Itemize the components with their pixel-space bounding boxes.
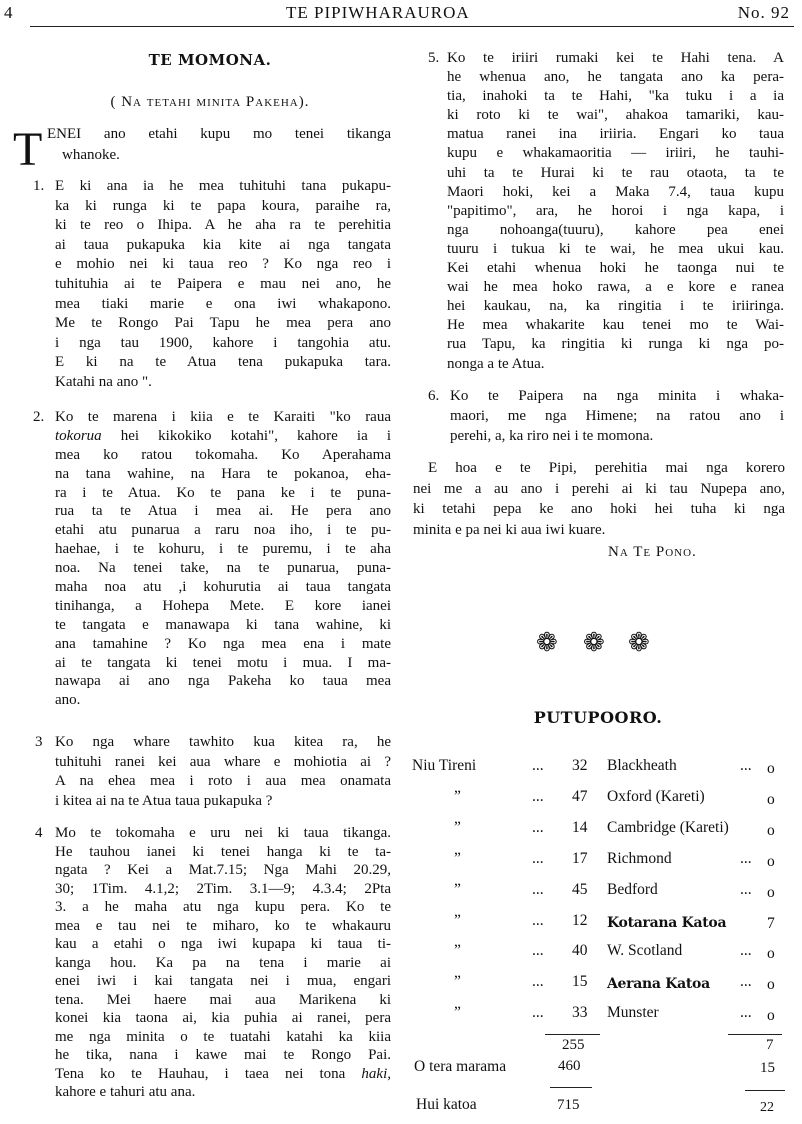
text-line: mea tiaki marie e ona iwi whakapono. bbox=[55, 295, 391, 312]
leader-dots: ... bbox=[532, 1004, 544, 1022]
leader-dots: ... bbox=[532, 911, 544, 929]
issue-number: No. 92 bbox=[737, 3, 790, 22]
item-number: 4 bbox=[35, 825, 43, 841]
numbered-paragraph bbox=[450, 386, 784, 446]
text-line: matua ranei ina iriiria. Engari ko taua bbox=[447, 126, 784, 143]
italic-word: tokorua bbox=[55, 427, 102, 444]
result-row bbox=[412, 1003, 784, 1025]
signature: Na Te Pono. bbox=[608, 544, 697, 560]
score-left: 47 bbox=[572, 787, 588, 805]
page-number: 4 bbox=[4, 3, 14, 22]
text-line: ka ki runga ki te papa koura, paraihe ra, bbox=[55, 197, 391, 214]
text-line: noa. Na tenei take, na te punarua, puna- bbox=[55, 560, 391, 577]
text-line: i nga tau 1900, kahore i tangohia atu. bbox=[55, 334, 391, 351]
numbered-paragraph bbox=[55, 177, 391, 393]
score-left: 17 bbox=[572, 849, 588, 867]
text-line: E ki na te Atua tena pukapuka tara. bbox=[55, 354, 391, 371]
score-right: o bbox=[767, 1007, 775, 1025]
text-line: Kei etahi whenua hoki he taonga nui te bbox=[447, 260, 784, 277]
score-left: 32 bbox=[572, 757, 588, 774]
score-left: 45 bbox=[572, 880, 588, 898]
score-left: 14 bbox=[572, 818, 588, 836]
item-number: 6. bbox=[428, 388, 440, 404]
previous-right: 15 bbox=[760, 1060, 775, 1076]
leader-dots: ... bbox=[532, 818, 544, 836]
opponent-label: Kotarana Katoa bbox=[607, 914, 727, 931]
team-label: Niu Tireni bbox=[412, 757, 477, 774]
text-line: "papitimo", ara, he horoi i nga kapa, i bbox=[447, 202, 784, 219]
text-line: 3. a he maha atu nga kupu pera. Ko te bbox=[55, 899, 391, 915]
intro-line: ENEI ano etahi kupu mo tenei tikanga bbox=[47, 126, 391, 142]
text-line bbox=[55, 427, 391, 446]
leader-dots: ... bbox=[532, 973, 544, 991]
ditto-mark: ” bbox=[454, 787, 461, 805]
subtotal-left: 255 bbox=[562, 1037, 585, 1053]
text-line: kupu e whakamaoritia — iriiri, he tauhi- bbox=[447, 145, 784, 162]
result-row bbox=[412, 972, 784, 994]
item-number: 2. bbox=[33, 409, 45, 425]
text-line: Me te Rongo Pai Tapu he mea pera ano bbox=[55, 315, 391, 332]
leader-dots: ... bbox=[532, 757, 544, 774]
text-line: hei kaukau, na, ka ringitia i te iriiringa. bbox=[447, 298, 784, 315]
text-line: 30; 1Tim. 4.1,2; 2Tim. 3.1—9; 4.3.4; 2Pta bbox=[55, 880, 391, 897]
text-line: kau a etahi o nga iwi kupapa ki taua ti- bbox=[55, 936, 391, 952]
numbered-paragraph bbox=[55, 824, 391, 1102]
text-line: e mohio nei ki taua reo ? Ko nga reo i bbox=[55, 256, 391, 273]
numbered-paragraph bbox=[447, 49, 784, 374]
ditto-mark: ” bbox=[454, 911, 461, 929]
text-line: Ko nga whare tawhito kua kitea ra, he bbox=[55, 734, 391, 750]
result-row bbox=[412, 756, 784, 778]
article-byline: ( Na tetahi minita Pakeha). bbox=[110, 94, 310, 110]
item-number: 5. bbox=[428, 50, 440, 66]
text-line: ano. bbox=[55, 692, 81, 709]
ditto-mark: ” bbox=[454, 942, 461, 960]
text-segment: hei kikokiko kotahi", kahore ia i bbox=[101, 427, 391, 444]
text-line: Ko te iriiri rumaki kei te Hahi tena. A bbox=[447, 50, 784, 66]
text-line: Ko te Paipera na nga minita i whaka- bbox=[450, 388, 784, 404]
text-line: A na ehea mea i roto i aua mea onamata bbox=[55, 773, 391, 789]
leader-dots: ... bbox=[532, 849, 544, 867]
text-line: ai taua pukapuka kia kite ai nga tangata bbox=[55, 236, 391, 253]
italic-word: haki bbox=[361, 1065, 388, 1082]
text-line: E ki ana ia he mea tuhituhi tana pukapu- bbox=[55, 178, 391, 194]
text-line: He tauhou ianei ki tenei hanga ki te ta- bbox=[55, 843, 391, 860]
total-label: Hui katoa bbox=[416, 1096, 477, 1113]
text-line: ki te reo o Ihipa. A he aha ra te perehitia bbox=[55, 217, 391, 234]
sum-rule bbox=[745, 1090, 785, 1091]
opponent-label: Bedford bbox=[607, 880, 658, 898]
leader-dots: ... bbox=[740, 880, 752, 898]
text-line: rua ta te Atua i mea ai. He pera ano bbox=[55, 503, 391, 520]
text-line: nga nohoanga(tuuru), kahore pea enei bbox=[447, 221, 784, 238]
text-line: tuhituhia ai te Paipera e mau nei ano, he bbox=[55, 275, 391, 292]
text-line: He mea whakarite kau tenei mo te Wai- bbox=[447, 317, 784, 334]
text-line: nonga a te Atua. bbox=[447, 355, 545, 372]
sum-rule bbox=[550, 1087, 592, 1088]
text-line: minita e pa nei ki aua iwi kuare. bbox=[413, 521, 606, 538]
text-line: ngata ? Kei a Mat.7.15; Nga Mahi 20.29, bbox=[55, 862, 391, 878]
leader-dots: ... bbox=[740, 973, 752, 991]
score-right: o bbox=[767, 976, 775, 994]
result-row bbox=[412, 880, 784, 902]
score-left: 40 bbox=[572, 942, 588, 960]
text-line: he whenua ano, he tangata ano ka pera- bbox=[447, 69, 784, 86]
score-right: o bbox=[767, 821, 775, 839]
text-line: nawapa ai ano nga Pakeha ko taua mea bbox=[55, 673, 391, 690]
opponent-label: Aerana Katoa bbox=[607, 976, 710, 993]
rosette-ornament-icon: ❁ bbox=[536, 628, 558, 657]
rosette-ornament-icon: ❁ bbox=[583, 628, 605, 657]
text-line: tuuru i tukua ki te wai, he mea ukui kau. bbox=[447, 240, 784, 257]
text-line: mea e tau nei te miharo, ko te whakauru bbox=[55, 917, 391, 934]
text-line: na tana wahine, na Hara te pokanoa, eha- bbox=[55, 465, 391, 482]
text-line bbox=[55, 1065, 391, 1084]
sum-rule bbox=[728, 1034, 782, 1035]
text-line: maha noa atu ,i kohurutia ai taua tangata bbox=[55, 579, 391, 596]
text-segment: Tena ko te Hauhau, i taea nei tona bbox=[55, 1065, 362, 1082]
rosette-ornament-icon: ❁ bbox=[628, 628, 650, 657]
opponent-label: Richmond bbox=[607, 849, 672, 867]
text-line: etahi atu punarua a raru noa iho, i te pu- bbox=[55, 522, 391, 539]
previous-month-label: O tera marama bbox=[414, 1058, 507, 1075]
opponent-label: Blackheath bbox=[607, 757, 677, 774]
result-row bbox=[412, 941, 784, 963]
text-line: konei kia taona ai, kia puhia ai ranei, pera bbox=[55, 1010, 391, 1026]
putupooro-title: PUTUPOORO. bbox=[533, 708, 663, 727]
drop-cap: T bbox=[13, 123, 43, 176]
opponent-label: Oxford (Kareti) bbox=[607, 787, 705, 805]
score-right: o bbox=[767, 945, 775, 963]
text-line: Mo te tokomaha e uru nei ki taua tikanga. bbox=[55, 825, 391, 841]
ditto-mark: ” bbox=[454, 973, 461, 991]
text-line: me nga minita o te tuatahi katahi ka kiia bbox=[55, 1028, 391, 1045]
score-right: o bbox=[767, 760, 775, 777]
article-title: TE MOMONA. bbox=[148, 51, 272, 69]
item-number: 1. bbox=[33, 178, 45, 194]
numbered-paragraph bbox=[55, 733, 391, 811]
leader-dots: ... bbox=[532, 787, 544, 805]
sum-rule bbox=[545, 1034, 600, 1035]
result-row bbox=[412, 818, 784, 840]
text-line: Ko te marena i kiia e te Karaiti "ko raua bbox=[55, 409, 391, 425]
opponent-label: Munster bbox=[607, 1004, 659, 1022]
text-line: E hoa e te Pipi, perehitia mai nga korero bbox=[428, 460, 785, 476]
text-segment: , bbox=[387, 1065, 391, 1082]
leader-dots: ... bbox=[740, 942, 752, 960]
text-line: nei me a au ano i perehi ai ki tau Nupepa ano, bbox=[413, 480, 785, 497]
text-line: haehae, i te kohuru, i te puremu, i te aha bbox=[55, 541, 391, 558]
score-left: 12 bbox=[572, 911, 588, 929]
text-line: kahore e tahuri atu ana. bbox=[55, 1084, 196, 1100]
text-line: Katahi na ano ". bbox=[55, 373, 152, 390]
opponent-label: Cambridge (Kareti) bbox=[607, 818, 729, 836]
text-line: ana tamahine ? Ko nga mea ena i mate bbox=[55, 635, 391, 652]
text-line: mea ko ratou tokomaha. Ko Aperahama bbox=[55, 446, 391, 463]
score-right: 7 bbox=[767, 914, 775, 932]
text-line: perehi, a, ka riro nei i te momona. bbox=[450, 428, 654, 444]
text-line: maori, me nga Himene; na ratou ano i bbox=[450, 408, 784, 424]
text-line: ki roto ki te wai", ahakoa tamariki, kau- bbox=[447, 107, 784, 124]
text-line: wai he mea hoko rawa, a e kore e ranea bbox=[447, 279, 784, 296]
text-line: ra i te Atua. Ko te pana ke i te puna- bbox=[55, 484, 391, 501]
text-line: tena. Mei haere mai aua Marikena ki bbox=[55, 991, 391, 1008]
text-line: i kitea ai na te Atua taua pukapuka ? bbox=[55, 792, 273, 809]
header-rule bbox=[30, 26, 794, 27]
item-number: 3 bbox=[35, 734, 43, 750]
score-left: 33 bbox=[572, 1004, 588, 1022]
text-line: Maori hoki, kei a Maka 7.4, taua kupu bbox=[447, 183, 784, 200]
numbered-paragraph bbox=[55, 408, 391, 710]
result-row bbox=[412, 911, 784, 933]
opponent-label: W. Scotland bbox=[607, 942, 683, 960]
total-right: 22 bbox=[760, 1100, 774, 1115]
ditto-mark: ” bbox=[454, 880, 461, 898]
closing-paragraph bbox=[413, 458, 785, 540]
text-line: tinihanga, a Hohepa Mete. E kore ianei bbox=[55, 597, 391, 614]
newspaper-title: TE PIPIWHARAUROA bbox=[286, 3, 470, 22]
result-row bbox=[412, 787, 784, 809]
text-line: enei iwi i kai tangata nei i mua, engari bbox=[55, 973, 391, 989]
text-line: te tangata e manawapa ki tana wahine, ki bbox=[55, 616, 391, 633]
score-right: o bbox=[767, 883, 775, 901]
text-line: tuhituhi ranei kei aua whare e mohiotia ai ? bbox=[55, 753, 391, 770]
score-right: o bbox=[767, 790, 775, 808]
leader-dots: ... bbox=[740, 1004, 752, 1022]
text-line: kanga hou. Ka pa na tena i marie ai bbox=[55, 954, 391, 971]
leader-dots: ... bbox=[532, 942, 544, 960]
text-line: tia, inahoki ta te Hahi, "ka tuku i a ia bbox=[447, 88, 784, 105]
intro-paragraph bbox=[47, 124, 391, 166]
result-row bbox=[412, 849, 784, 871]
ditto-mark: ” bbox=[454, 1004, 461, 1022]
total-left: 715 bbox=[557, 1097, 580, 1113]
text-line: he tika, nana i kawe mai te Rongo Pai. bbox=[55, 1047, 391, 1063]
ditto-mark: ” bbox=[454, 849, 461, 867]
text-line: ai te tangata ki tenei motu i mua. I ma- bbox=[55, 654, 391, 671]
text-line: ki tetahi pepa ke ano hoki hei tuha ki nga bbox=[413, 501, 785, 517]
text-line: rua Tapu, ka ringitia ki runga ki nga po- bbox=[447, 336, 784, 353]
score-left: 15 bbox=[572, 973, 588, 991]
score-right: o bbox=[767, 852, 775, 870]
intro-line: whanoke. bbox=[62, 147, 120, 163]
previous-left: 460 bbox=[558, 1058, 581, 1074]
leader-dots: ... bbox=[740, 757, 752, 774]
text-line: uhi ta te Hurai ki te rau otaota, ta te bbox=[447, 164, 784, 181]
ditto-mark: ” bbox=[454, 818, 461, 836]
leader-dots: ... bbox=[740, 849, 752, 867]
subtotal-right: 7 bbox=[766, 1037, 774, 1053]
leader-dots: ... bbox=[532, 880, 544, 898]
